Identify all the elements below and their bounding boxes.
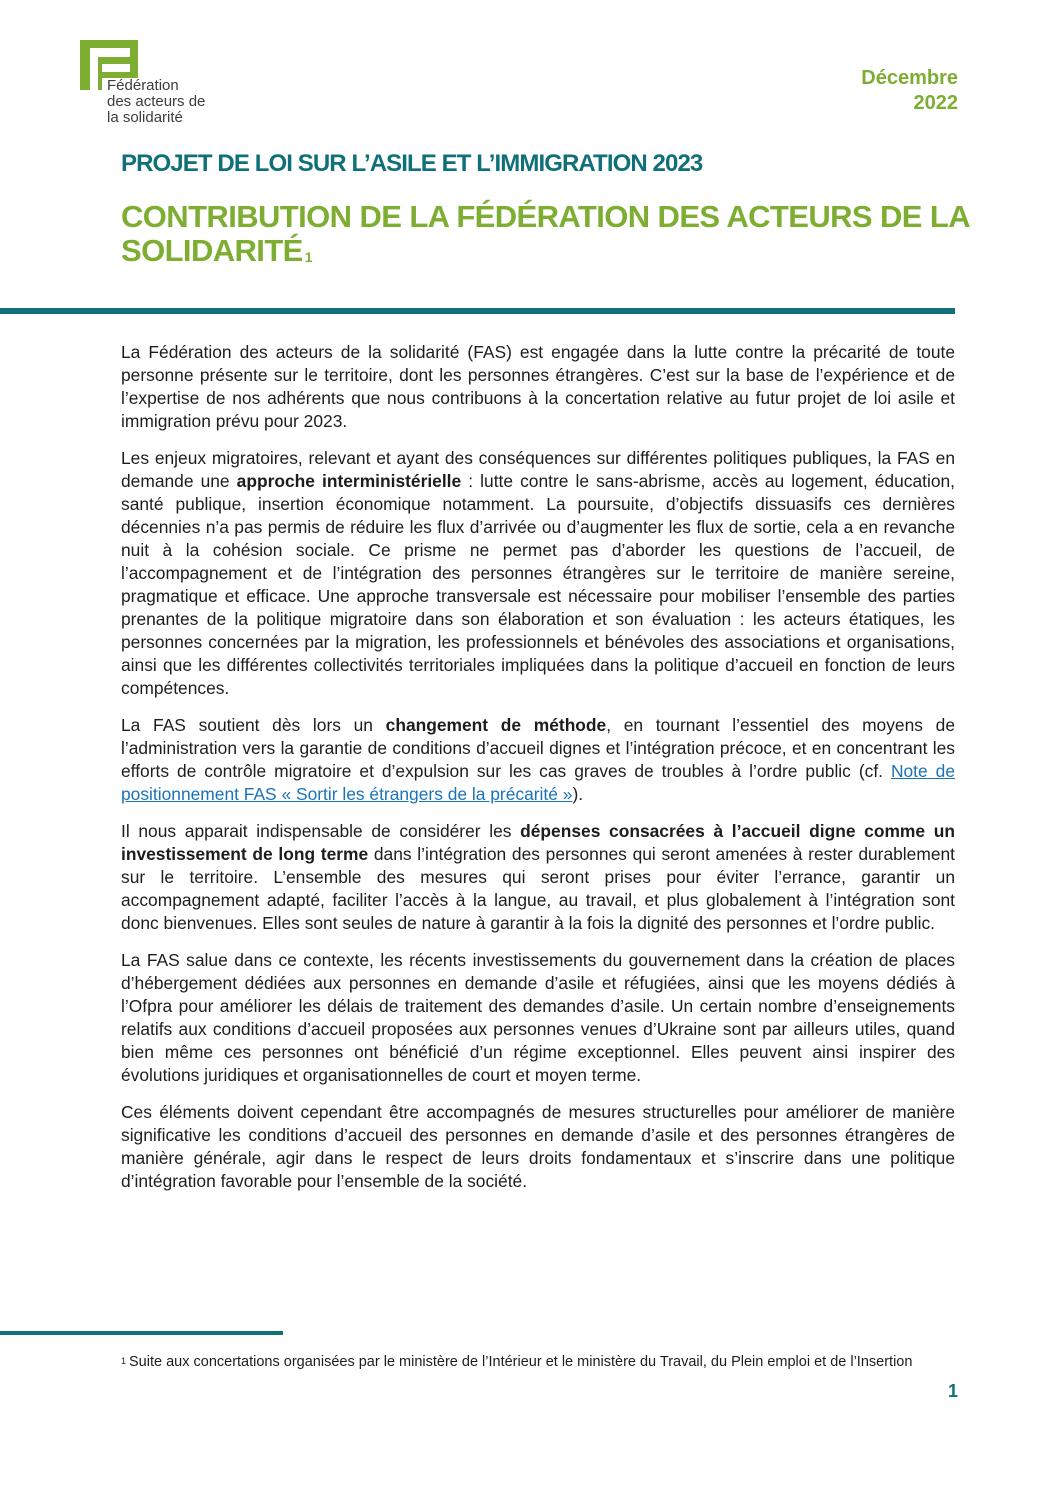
- logo-line-3: la solidarité: [107, 109, 183, 126]
- paragraph-3-middle: , en tournant l’essentiel des moyens de l’administration vers la garantie de conditions d’accueil dignes et l’intégration précoce, et en concentrant les efforts de contrôle migratoire et d’expulsion sur les cas graves de troubles à l’ordre public (cf.: [121, 715, 955, 781]
- footnote-text: Suite aux concertations organisées par le ministère de l’Intérieur et le ministère du Travail, du Plein emploi et de l’Insertion: [129, 1354, 913, 1370]
- paragraph-4-before: Il nous apparait indispensable de considérer les: [121, 821, 521, 841]
- paragraph-3-bold: changement de méthode: [385, 715, 607, 735]
- date-month: Décembre: [861, 67, 958, 89]
- logo-line-1: Fédération: [107, 77, 179, 94]
- positioning-note-link[interactable]: Note de positionnement FAS « Sortir les étrangers de la précarité »: [121, 761, 955, 804]
- date-year: 2022: [913, 92, 958, 114]
- paragraph-3: [121, 714, 955, 806]
- paragraph-4: [121, 820, 955, 935]
- paragraph-4-bold: dépenses consacrées à l’accueil digne comme un investissement de long terme: [121, 821, 955, 864]
- paragraph-4-after: dans l’intégration des personnes qui seront amenées à rester durablement sur le territoire. L’ensemble des mesures qui seront prises pour éviter l’errance, garantir un accompagnement adapté, faciliter l’accès à la langue, au travail, et plus globalement à l’intégration sont donc bienvenues. Elles sont seules de nature à garantir à la fois la dignité des personnes et l’ordre public.: [121, 844, 955, 933]
- page-number: 1: [947, 1381, 958, 1401]
- footnote-marker: 1: [121, 1356, 127, 1366]
- header-divider: [0, 308, 955, 314]
- paragraph-6: Ces éléments doivent cependant être accompagnés de mesures structurelles pour améliorer de manière significative les conditions d’accueil des personnes en demande d’asile et des personnes étrangères de manière générale, agir dans le respect de leurs droits fondamentaux et s’inscrire dans une politique d’intégration favorable pour l’ensemble de la société.: [121, 1102, 955, 1191]
- paragraph-2: [121, 447, 955, 700]
- document-kicker: PROJET DE LOI SUR L’ASILE ET L’IMMIGRATION 2023: [121, 150, 703, 177]
- paragraph-2-before: Les enjeux migratoires, relevant et ayant des conséquences sur différentes politiques publiques, la FAS en demande une: [121, 448, 955, 491]
- document-title: [121, 200, 981, 268]
- paragraph-3-before: La FAS soutient dès lors un: [121, 715, 386, 735]
- footnote-divider: [0, 1331, 283, 1335]
- paragraph-2-bold: approche interministérielle: [236, 471, 462, 491]
- title-footnote-ref[interactable]: 1: [304, 249, 312, 265]
- fas-logo: [80, 40, 250, 130]
- paragraph-3-after: ).: [572, 784, 584, 804]
- paragraph-5: La FAS salue dans ce contexte, les récents investissements du gouvernement dans la création de places d’hébergement dédiées aux personnes en demande d’asile et réfugiées, ainsi que les moyens dédiés à l’Ofpra pour améliorer les délais de traitement des demandes d’asile. Un certain nombre d’enseignements relatifs aux conditions d’accueil proposées aux personnes venues d’Ukraine sont par ailleurs utiles, quand bien même ces personnes ont bénéficié d’un régime exceptionnel. Elles peuvent ainsi inspirer des évolutions juridiques et organisationnelles de court et moyen terme.: [121, 950, 955, 1085]
- footnote: [121, 1353, 955, 1372]
- logo-line-2: des acteurs de: [107, 93, 206, 110]
- document-date: [861, 66, 958, 116]
- paragraph-2-after: : lutte contre le sans-abrisme, accès au logement, éducation, santé publique, insertion économique notamment. La poursuite, d’objectifs dissuasifs ces dernières décennies n’a pas permis de réduire les flux d’arrivée ou d’augmenter les flux de sortie, cela a en revanche nuit à la cohésion sociale. Ce prisme ne permet pas d’aborder les questions de l’accueil, de l’accompagnement et de l’intégration des personnes étrangères sur le territoire de manière sereine, pragmatique et efficace. Une approche transversale est nécessaire pour mobiliser l’ensemble des parties prenantes de la politique migratoire dans son élaboration et son évaluation : les acteurs étatiques, les personnes concernées par la migration, les professionnels et bénévoles des associations et organisations, ainsi que les différentes collectivités territoriales impliquées dans la politique d’accueil en fonction de leurs compétences.: [121, 471, 955, 698]
- paragraph-1: La Fédération des acteurs de la solidarité (FAS) est engagée dans la lutte contre la précarité de toute personne présente sur le territoire, dont les personnes étrangères. C’est sur la base de l’expérience et de l’expertise de nos adhérents que nous contribuons à la concertation relative au futur projet de loi asile et immigration prévu pour 2023.: [121, 342, 955, 431]
- fas-logo-wordmark: [107, 78, 205, 126]
- document-body: [121, 341, 955, 1207]
- title-text: CONTRIBUTION DE LA FÉDÉRATION DES ACTEURS DE LA SOLIDARITÉ: [121, 199, 969, 268]
